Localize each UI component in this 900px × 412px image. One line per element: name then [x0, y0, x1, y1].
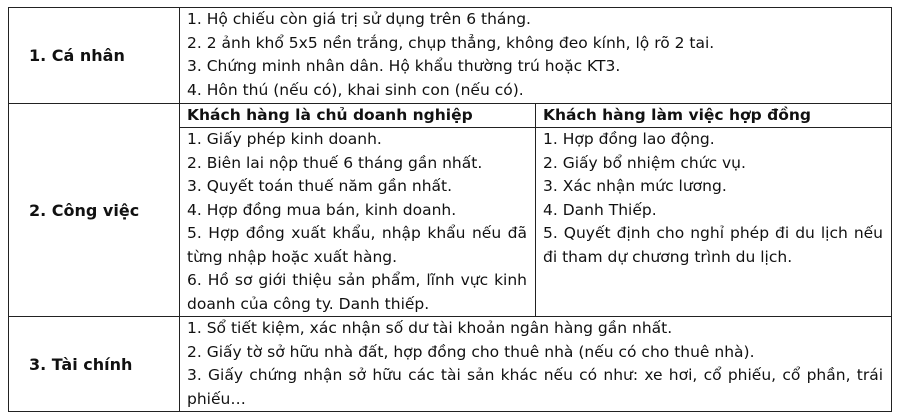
work-subtable: [180, 104, 891, 316]
contract-employee-heading-cell: [536, 104, 892, 128]
work-subtable-header-row: [180, 104, 891, 128]
finance-items-cell: [180, 317, 892, 412]
business-owner-heading-cell: [180, 104, 536, 128]
list-item: 3. Giấy chứng nhận sở hữu các tài sản khác nếu có như: xe hơi, cổ phiếu, cổ phần, trái phiếu…: [187, 366, 883, 408]
list-item: 3. Chứng minh nhân dân. Hộ khẩu thường trú hoặc KT3.: [187, 57, 621, 75]
list-item: 1. Sổ tiết kiệm, xác nhận số dư tài khoản ngân hàng gần nhất.: [187, 319, 673, 337]
list-item: 2. 2 ảnh khổ 5x5 nền trắng, chụp thẳng, không đeo kính, lộ rõ 2 tai.: [187, 33, 715, 52]
list-item: 4. Hợp đồng mua bán, kinh doanh.: [187, 200, 457, 219]
category-work: 2. Công việc: [9, 104, 180, 317]
contract-employee-heading: Khách hàng làm việc hợp đồng: [543, 106, 812, 124]
list-item: 2. Biên lai nộp thuế 6 tháng gần nhất.: [187, 153, 483, 172]
list-item: 3. Quyết toán thuế năm gần nhất.: [187, 177, 453, 195]
list-item: 3. Xác nhận mức lương.: [543, 177, 727, 195]
list-item: 5. Quyết định cho nghỉ phép đi du lịch nếu đi tham dự chương trình du lịch.: [543, 224, 883, 266]
list-item: 5. Hợp đồng xuất khẩu, nhập khẩu nếu đã từng nhập hoặc xuất hàng.: [187, 224, 527, 266]
work-subtable-body-row: [180, 128, 891, 317]
business-owner-heading: Khách hàng là chủ doanh nghiệp: [187, 106, 473, 124]
requirements-table: [8, 7, 892, 412]
list-item: 4. Hôn thú (nếu có), khai sinh con (nếu có).: [187, 80, 524, 99]
table-row-finance: [9, 317, 892, 412]
list-item: 2. Giấy bổ nhiệm chức vụ.: [543, 153, 746, 172]
list-item: 1. Hợp đồng lao động.: [543, 130, 715, 148]
category-personal: 1. Cá nhân: [9, 8, 180, 104]
list-item: 1. Giấy phép kinh doanh.: [187, 130, 382, 148]
category-finance: 3. Tài chính: [9, 317, 180, 412]
list-item: 1. Hộ chiếu còn giá trị sử dụng trên 6 tháng.: [187, 10, 531, 28]
work-items-cell: [180, 104, 892, 317]
list-item: 4. Danh Thiếp.: [543, 200, 657, 219]
list-item: 2. Giấy tờ sở hữu nhà đất, hợp đồng cho thuê nhà (nếu có cho thuê nhà).: [187, 342, 755, 361]
personal-items-cell: [180, 8, 892, 104]
contract-employee-items-cell: [536, 128, 892, 317]
table-row-personal: [9, 8, 892, 104]
business-owner-items-cell: [180, 128, 536, 317]
list-item: 6. Hồ sơ giới thiệu sản phẩm, lĩnh vực kinh doanh của công ty. Danh thiếp.: [187, 271, 527, 313]
table-row-work: [9, 104, 892, 317]
